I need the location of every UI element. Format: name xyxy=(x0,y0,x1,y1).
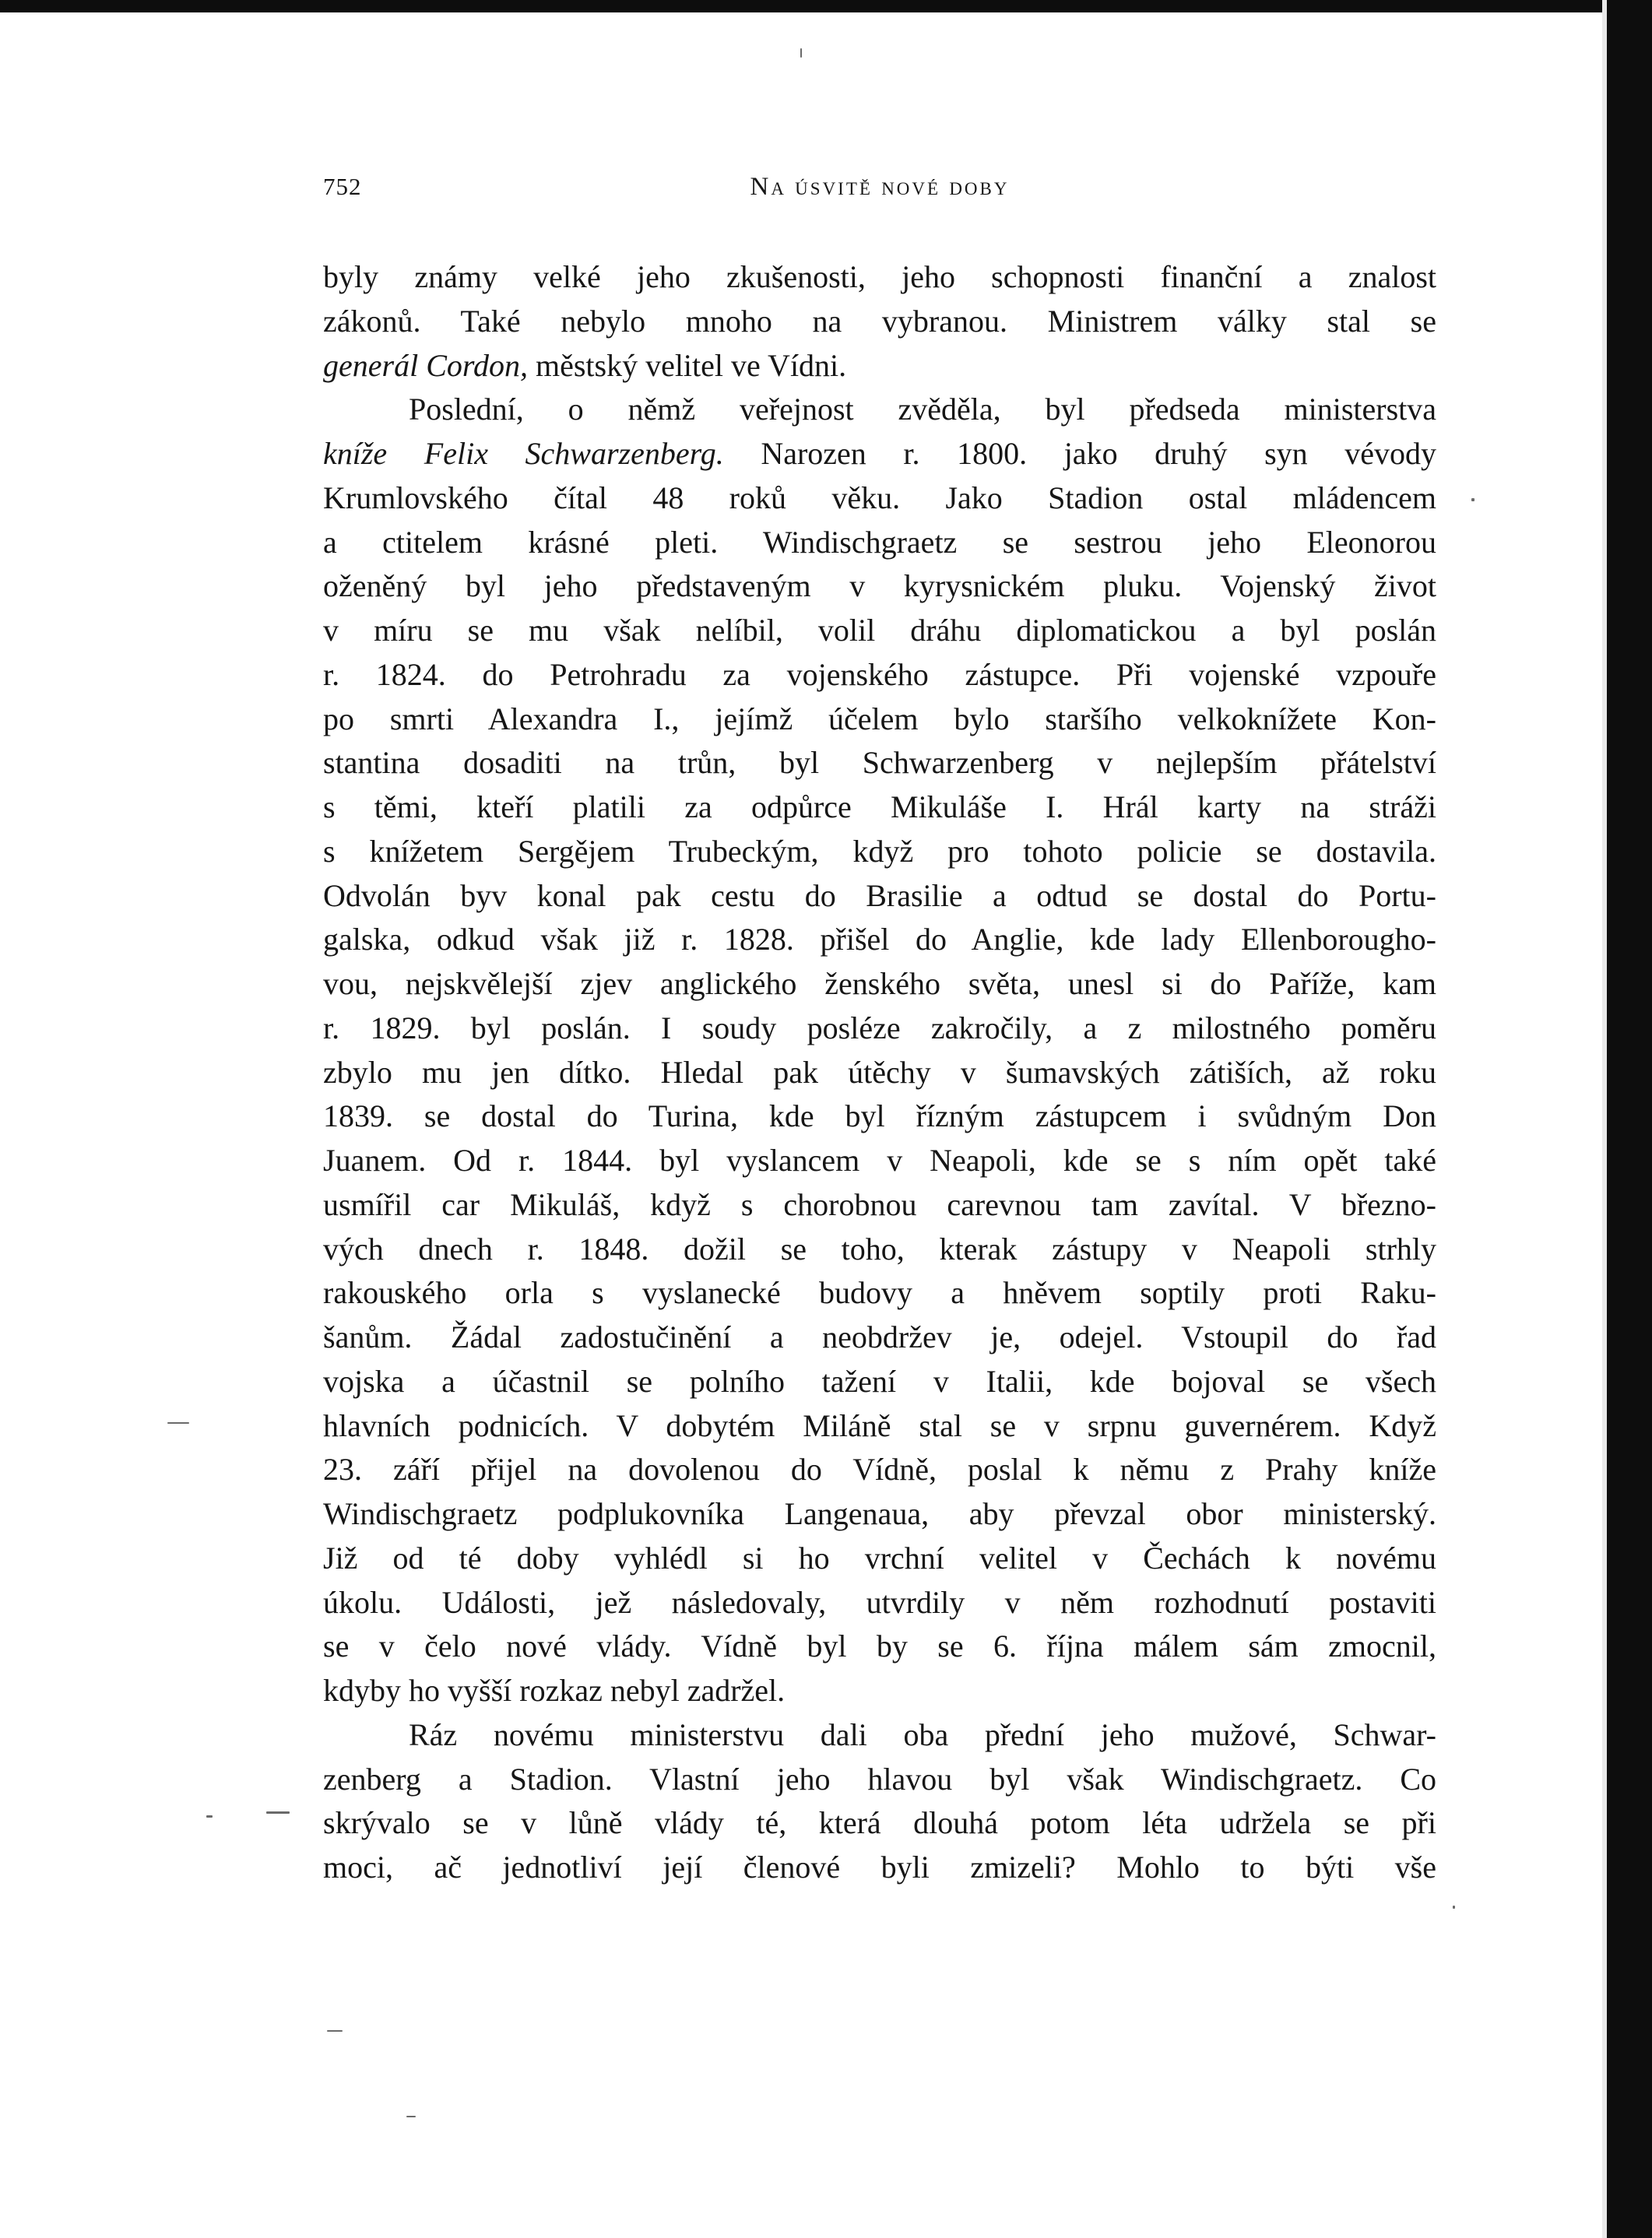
text-line: oženěný byl jeho představeným v kyrysnickém pluku. Vojenský život xyxy=(323,568,1436,604)
paragraph-last-line: kdyby ho vyšší rozkaz nebyl zadržel. xyxy=(323,1673,786,1708)
text-line: kníže Felix Schwarzenberg. Narozen r. 1800. jako druhý syn vévody xyxy=(323,436,1436,471)
text-line: vých dnech r. 1848. dožil se toho, kterak zástupy v Neapoli strhly xyxy=(323,1231,1436,1267)
text-line: vojska a účastnil se polního tažení v Italii, kde bojoval se všech xyxy=(323,1363,1436,1399)
text-line: generál Cordon, městský velitel ve Vídni. xyxy=(323,347,847,383)
text-line: Již od té doby vyhlédl si ho vrchní velitel v Čechách k novému xyxy=(323,1540,1436,1576)
text-line: usmířil car Mikuláš, když s chorobnou carevnou tam zavítal. V březno- xyxy=(323,1186,1436,1222)
text-line: se v čelo nové vlády. Vídně byl by se 6. října málem sám zmocnil, xyxy=(323,1628,1436,1664)
text-line: zbylo mu jen dítko. Hledal pak útěchy v šumavských zátiších, až roku xyxy=(323,1054,1436,1090)
text-line: zákonů. Také nebylo mnoho na vybranou. Ministrem války stal se xyxy=(323,303,1436,339)
running-title: Na úsvitě nové doby xyxy=(750,173,1010,201)
text-body xyxy=(323,255,1436,1890)
text-line: s knížetem Sergějem Trubeckým, když pro tohoto policie se dostavila. xyxy=(323,833,1436,869)
text-line: úkolu. Události, jež následovaly, utvrdily v něm rozhodnutí postaviti xyxy=(323,1584,1436,1620)
text-line: šanům. Žádal zadostučinění a neobdržev je, odejel. Vstoupil do řad xyxy=(323,1319,1436,1354)
text-line: Juanem. Od r. 1844. byl vyslancem v Neapoli, kde se s ním opět také xyxy=(323,1143,1436,1178)
text-line: galska, odkud však již r. 1828. přišel do Anglie, kde lady Ellenboroughо- xyxy=(323,922,1436,957)
text-line: Windischgraetz podplukovníka Langenaua, aby převzal obor ministerský. xyxy=(323,1496,1436,1531)
text-line: r. 1824. do Petrohradu za vojenského zástupce. Při vojenské vzpouře xyxy=(323,656,1436,692)
text-line: rakouského orla s vyslanecké budovy a hněvem soptily proti Raku- xyxy=(323,1275,1436,1311)
text-line: po smrti Alexandra I., jejímž účelem bylo staršího velkoknížete Kon- xyxy=(323,701,1436,736)
text-line: Odvolán byv konal pak cestu do Brasilie a odtud se dostal do Portu- xyxy=(323,877,1436,913)
text-line: hlavních podnicích. V dobytém Miláně stal se v srpnu guvernérem. Když xyxy=(323,1407,1436,1443)
text-line: v míru se mu však nelíbil, volil dráhu diplomatickou a byl poslán xyxy=(323,613,1436,648)
text-line: moci, ač jednotliví její členové byli zmizeli? Mohlo to býti vše xyxy=(323,1850,1436,1885)
paragraph-first-line: Poslední, o němž veřejnost zvěděla, byl předseda ministerstva xyxy=(409,392,1436,427)
text-line: Krumlovského čítal 48 roků věku. Jako Stadion ostal mládencem xyxy=(323,480,1436,515)
text-line: byly známy velké jeho zkušenosti, jeho schopnosti finanční a znalost xyxy=(323,259,1436,294)
page-number: 752 xyxy=(323,173,362,200)
text-line: r. 1829. byl poslán. I soudy posléze zakročily, a z milostného poměru xyxy=(323,1010,1436,1045)
text-line: s těmi, kteří platili za odpůrce Mikuláše I. Hrál karty na stráži xyxy=(323,789,1436,824)
text-line: zenberg a Stadion. Vlastní jeho hlavou byl však Windischgraetz. Co xyxy=(323,1761,1436,1797)
text-line: skrývalo se v lůně vlády té, která dlouhá potom léta udržela se při xyxy=(323,1805,1436,1841)
text-line: a ctitelem krásné pleti. Windischgraetz se sestrou jeho Eleonorou xyxy=(323,524,1436,560)
text-line: vou, nejskvělejší zjev anglického ženského světa, unesl si do Paříže, kam xyxy=(323,966,1436,1001)
italic-name: generál Cordon, xyxy=(323,347,528,383)
paragraph-first-line: Ráz novému ministerstvu dali oba přední jeho mužové, Schwar- xyxy=(409,1716,1436,1752)
text-line: 23. září přijel na dovolenou do Vídně, poslal k němu z Prahy kníže xyxy=(323,1452,1436,1488)
text-line: 1839. se dostal do Turina, kde byl řízným zástupcem i svůdným Don xyxy=(323,1098,1436,1134)
running-head xyxy=(323,173,1436,212)
text-line: stantina dosaditi na trůn, byl Schwarzenberg v nejlepším přátelství xyxy=(323,745,1436,781)
italic-name: kníže Felix Schwarzenberg. xyxy=(323,436,724,471)
